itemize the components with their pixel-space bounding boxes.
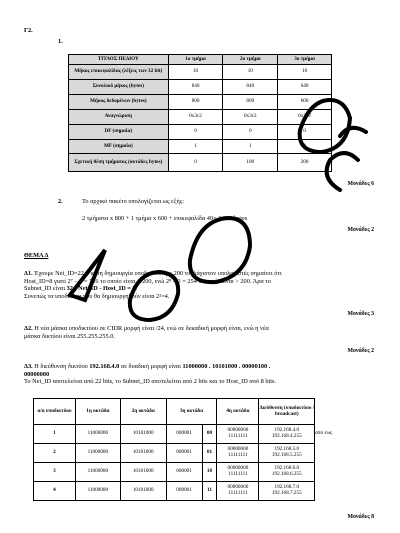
note-cell [315, 399, 375, 425]
cell: 840 [223, 80, 278, 95]
cell: 192.168.7.0 192.168.7.255 [259, 482, 315, 501]
cell: 10101000 [120, 463, 166, 482]
d3-text: Η διεύθυνση δικτύου [34, 363, 90, 370]
cell: 01 [202, 444, 217, 463]
table-row [34, 444, 375, 463]
item-number: 1. [58, 38, 63, 45]
cell: 800 [223, 95, 278, 110]
cell: 640 [278, 80, 332, 95]
cell: 11 [202, 482, 217, 501]
d1-formula: 32 - Net_ID - Host_ID = 2 [66, 285, 136, 293]
table-row [69, 154, 332, 172]
cell: 000001 [166, 463, 202, 482]
cell: 11000000 [75, 482, 120, 501]
note-cell [315, 463, 375, 482]
cell: 11000000 [75, 463, 120, 482]
marks-label: Μονάδες 2 [347, 227, 374, 233]
cell: 11000000 [75, 425, 120, 444]
cell: 0x3c2 [168, 110, 223, 125]
table-row [34, 425, 375, 444]
cell: 0x3c2 [278, 110, 332, 125]
cell: 10101000 [120, 444, 166, 463]
cell: 100 [223, 154, 278, 172]
col-header: ΤΙΤΛΟΣ ΠΕΔΙΟΥ [69, 55, 169, 65]
cell: 0 [223, 125, 278, 140]
subnet-table [33, 398, 375, 501]
d1-label: Δ1. [24, 270, 33, 277]
cell: 10101000 [120, 482, 166, 501]
table-row [69, 95, 332, 110]
cell: 10 [223, 65, 278, 80]
d1-text: . [135, 285, 138, 293]
d3-address: 192.168.4.0 [89, 363, 120, 370]
cell: 800 [168, 95, 223, 110]
d1-text: Έχουμε Net_ID=22. Για τη δημιουργία υποδικτύων με 200 τουλάχιστον υπολογιστές σημαίνει ότι [34, 270, 282, 277]
row-label: Μήκος δεδομένων (bytes) [69, 95, 169, 110]
cell: 1 [34, 425, 76, 444]
d2-block [24, 325, 376, 340]
table-row [34, 482, 375, 501]
col-header: 1ο τμήμα [168, 55, 223, 65]
cell: 0 [168, 125, 223, 140]
col-header: 3η οκτάδα [166, 399, 217, 425]
fragment-table [68, 54, 332, 172]
row-label: Σχετική θέση τμήματος (οκτάδες bytes) [69, 154, 169, 172]
cell: 0 [278, 140, 332, 154]
d1-text: Subnet_ID είναι [24, 285, 67, 293]
note-cell: από έως [315, 430, 333, 437]
cell: 192.168.5.0 192.168.5.255 [259, 444, 315, 463]
col-header: 3ο τμήμα [278, 55, 332, 65]
section-title: ΘΕΜΑ Δ [24, 252, 49, 259]
cell: 11000000 [75, 444, 120, 463]
table-row [69, 65, 332, 80]
cell: 192.168.6.0 192.168.6.255 [259, 463, 315, 482]
cell: 000001 [166, 425, 202, 444]
table-row [34, 463, 375, 482]
marks-label: Μονάδες 8 [347, 514, 374, 520]
cell: 10 [202, 463, 217, 482]
col-header: 2ο τμήμα [223, 55, 278, 65]
cell: 000001 [166, 482, 202, 501]
table-row [69, 140, 332, 154]
d3-binary: 00000000 [24, 370, 50, 378]
col-header: Διεύθυνση (υποδικτύου / broadcast) [259, 399, 315, 425]
table-row [69, 110, 332, 125]
cell: 0 [278, 125, 332, 140]
row-label: Συνολικό μήκος (bytes) [69, 80, 169, 95]
row-label: MF (σημαία) [69, 140, 169, 154]
d2-text: μάσκα δικτύου είναι 255.255.255.0. [24, 332, 115, 340]
note-cell [315, 444, 375, 463]
cell: 200 [278, 154, 332, 172]
row-label: DF (σημαία) [69, 125, 169, 140]
cell: 00000000 11111111 [217, 463, 259, 482]
note-cell [315, 482, 375, 501]
d1-block [24, 270, 376, 300]
col-header: 2η οκτάδα [120, 399, 166, 425]
d2-label: Δ2. [24, 325, 33, 332]
cell: 0 [168, 154, 223, 172]
table-row [69, 80, 332, 95]
d1-text: Host_ID=8 γιατί 2⁷ – 2 = 126 το οποίο είναι < 200, ενώ 2⁸ – 2 = 254 το οποίο είναι > 200. Άρα το [24, 277, 271, 285]
cell: 00000000 11111111 [217, 482, 259, 501]
cell: 00000000 11111111 [217, 444, 259, 463]
marks-label: Μονάδες 6 [347, 181, 374, 187]
table-row [69, 125, 332, 140]
cell: 840 [168, 80, 223, 95]
d2-text: Η νέα μάσκα υποδικτύου σε CIDR μορφή είναι /24, ενώ σε δεκαδική μορφή είναι, ενώ η νέα [34, 325, 269, 332]
cell: 1 [223, 140, 278, 154]
cell: 2 [34, 444, 76, 463]
marks-label: Μονάδες 2 [347, 348, 374, 354]
d3-binary: 11000000 . 10101000 . 00000100 . [182, 363, 271, 370]
col-header: 1η οκτάδα [75, 399, 120, 425]
d3-text: Το Net_ID αποτελείται από 22 bits, το Subnet_ID αποτελείται από 2 bits και το Host_ID από 8 bits. [24, 378, 276, 386]
cell: 1 [168, 140, 223, 154]
cell: 10 [168, 65, 223, 80]
item2-line1: Το αρχικό πακέτο υπολογίζεται ως εξής: [82, 198, 185, 205]
cell: 00 [202, 425, 217, 444]
cell: 0x3c2 [223, 110, 278, 125]
marks-label: Μονάδες 3 [347, 311, 374, 317]
row-label: Αναγνώριση [69, 110, 169, 125]
row-label: Μήκος επικεφαλίδας (λέξεις των 32 bit) [69, 65, 169, 80]
d3-label: Δ3. [24, 363, 33, 370]
d3-block [24, 363, 380, 386]
cell: 10101000 [120, 425, 166, 444]
cell: 4 [34, 482, 76, 501]
cell: 000001 [166, 444, 202, 463]
item-number: 2. [58, 198, 63, 205]
d1-text: Συνεπώς τα υποδίκτυα που θα δημιουργηθούν είναι 2²=4. [24, 292, 170, 300]
cell: 600 [278, 95, 332, 110]
cell: 192.168.4.0 192.168.4.255 [259, 425, 315, 444]
d3-text: σε δυαδική μορφή είναι [119, 363, 183, 370]
cell: 00000000 11111111 [217, 425, 259, 444]
item2-line2: 2 τμήματα x 800 + 1 τμήμα x 600 + επικεφαλίδα 40= 2.240 bytes [82, 215, 248, 222]
cell: 10 [278, 65, 332, 80]
cell: 3 [34, 463, 76, 482]
col-header: α/α υποδικτύου [34, 399, 76, 425]
question-label: Γ2. [24, 27, 33, 34]
col-header: 4η οκτάδα [217, 399, 259, 425]
